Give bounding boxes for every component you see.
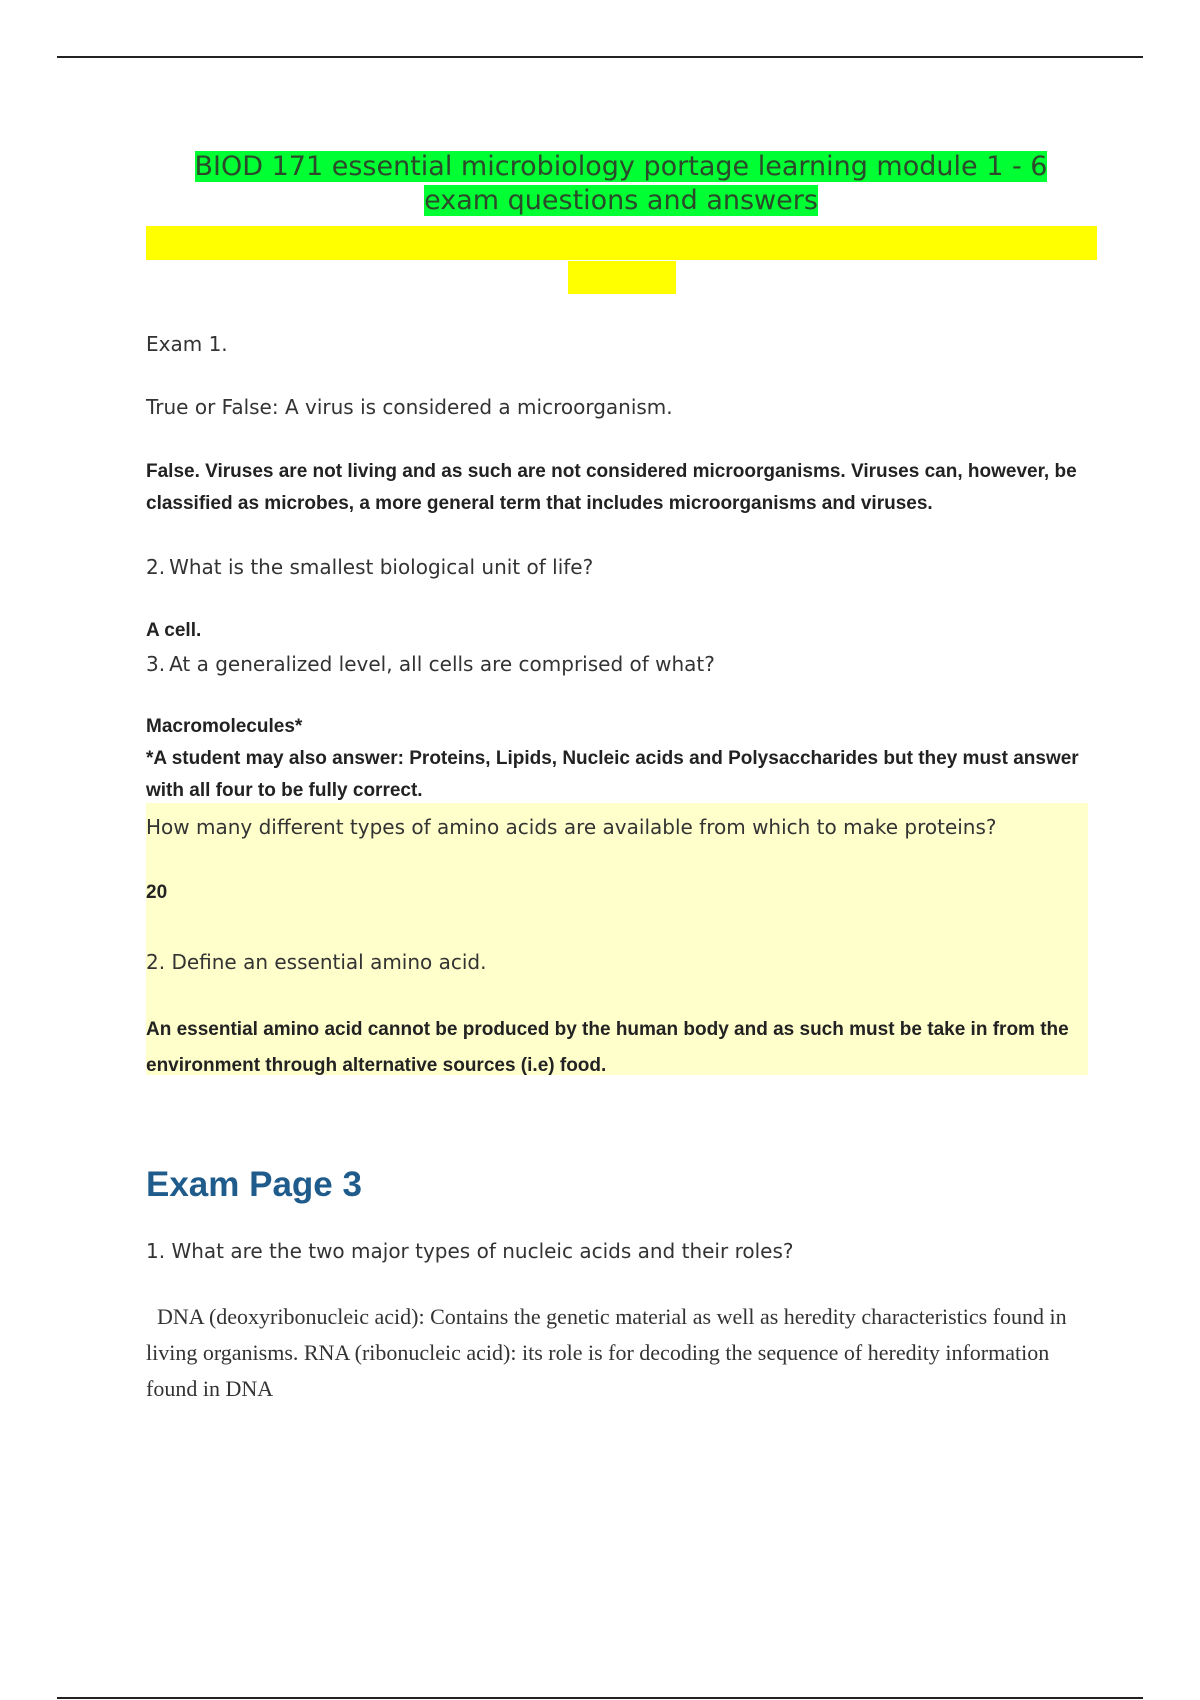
answer-cell: A cell. xyxy=(146,620,202,641)
question-virus: True or False: A virus is considered a microorganism. xyxy=(146,395,673,419)
bottom-rule xyxy=(57,1697,1143,1699)
question-essential-amino-acid: 2. Define an essential amino acid. xyxy=(146,950,487,974)
answer-twenty: 20 xyxy=(146,882,168,903)
answer-essential-amino-acid: An essential amino acid cannot be produced by the human body and as such must be take in from the environment through alternative sources (i.e) food. xyxy=(146,1019,1069,1076)
question-amino-acid-count: How many different types of amino acids are available from which to make proteins? xyxy=(146,815,997,839)
question-smallest-unit: 2. What is the smallest biological unit of life? xyxy=(146,555,594,579)
top-rule xyxy=(57,56,1143,58)
yellow-highlight-bar xyxy=(146,226,1097,260)
question-cell-composition: 3. At a generalized level, all cells are comprised of what? xyxy=(146,652,715,676)
question-nucleic-acids: 1. What are the two major types of nucleic acids and their roles? xyxy=(146,1239,794,1263)
yellow-highlight-small xyxy=(568,261,676,294)
answer-macromolecules-note: *A student may also answer: Proteins, Lipids, Nucleic acids and Polysaccharides but they must answer with all four to be fully correct. xyxy=(146,748,1079,801)
answer-nucleic-acids: DNA (deoxyribonucleic acid): Contains the genetic material as well as heredity characteristics found in living organisms. RNA (ribonucleic acid): its role is for decoding the sequence of heredity information found in DNA xyxy=(146,1304,1067,1401)
answer-virus: False. Viruses are not living and as such are not considered microorganisms. Viruses can, however, be classified as microbes, a more general term that includes microorganisms and viruses. xyxy=(146,461,1077,514)
section-heading-exam-page-3: Exam Page 3 xyxy=(146,1165,362,1204)
title-line-2: exam questions and answers xyxy=(424,185,818,216)
title-line-1: BIOD 171 essential microbiology portage learning module 1 - 6 xyxy=(194,151,1048,182)
answer-macromolecules: Macromolecules* xyxy=(146,716,303,737)
document-title xyxy=(146,150,1096,218)
exam-1-label: Exam 1. xyxy=(146,332,228,356)
